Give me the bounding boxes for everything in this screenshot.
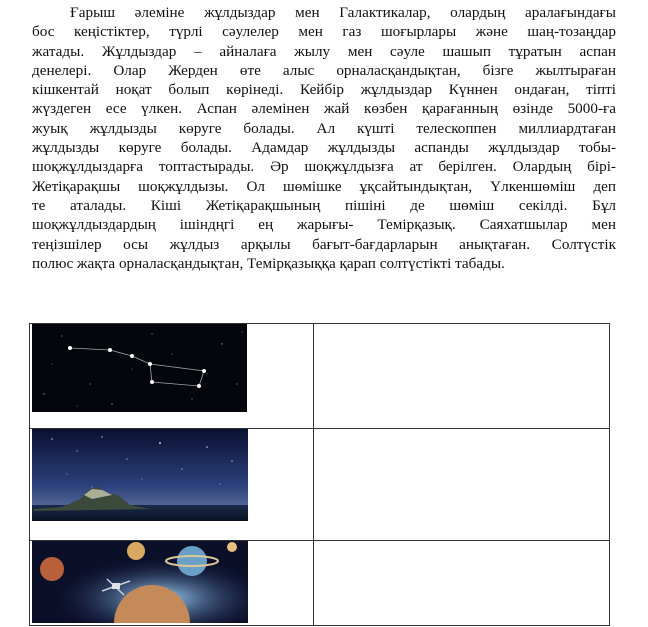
table-row bbox=[30, 429, 610, 541]
paragraph-line: жуық жұлдызды көруге болады. Ал күшті телескоппен миллиардтаған bbox=[32, 119, 616, 137]
answer-cell[interactable] bbox=[314, 429, 610, 541]
big-dipper-constellation-image bbox=[32, 324, 247, 412]
image-cell bbox=[30, 324, 314, 429]
paragraph-line: жұлдызды көруге болады. Адамдар жұлдызды аспанды жұлдыздар тобы- bbox=[32, 139, 616, 157]
paragraph-line: кішкентай ноқат болып көрінеді. Кейбір жұлдыздар Күннен ондаған, тіпті bbox=[32, 81, 616, 99]
table-row bbox=[30, 541, 610, 626]
paragraph-line: шоқжұлдыздарға топтастырады. Әр шоқжұлдызға ат берілген. Олардың бірі- bbox=[32, 158, 616, 176]
image-cell bbox=[30, 429, 314, 541]
answer-cell[interactable] bbox=[314, 541, 610, 626]
paragraph-line: Ғарыш әлеміне жұлдыздар мен Галактикалар, олардың аралағындағы bbox=[70, 4, 616, 21]
paragraph-line: жатады. Жұлдыздар – айналаға жылу мен сәуле шашып тұратын аспан bbox=[32, 42, 616, 60]
paragraph-line: полюс жақта орналасқандықтан, Темірқазыққа қарап солтүстікті табады. bbox=[32, 254, 505, 272]
planets-and-spacecraft-image bbox=[32, 541, 248, 623]
answer-cell[interactable] bbox=[314, 324, 610, 429]
paragraph-line: Жетіқарақшы шоқжұлдызы. Ол шөмішке ұқсайтындықтан, Үлкеншөміш деп bbox=[32, 177, 616, 195]
starry-sky-over-coast-image bbox=[32, 429, 248, 521]
paragraph-line: жүздеген есе үлкен. Аспан әлемінен жай көзбен қарағанның өзінде 5000-ға bbox=[32, 100, 616, 118]
paragraph-line: те аталады. Кіші Жетіқарақшының пішіні де шөміш секілді. Бұл bbox=[32, 196, 616, 214]
paragraph-line: денелері. Олар Жерден өте алыс орналасқандықтан, бізге жылтыраған bbox=[32, 61, 616, 79]
table-row bbox=[30, 324, 610, 429]
paragraph-line: бос кеңістіктер, түрлі сәулелер мен газ шоғырлары және шаң-тозаңдар bbox=[32, 23, 616, 41]
image-answer-table bbox=[29, 323, 610, 626]
paragraph-line: теңізшілер осы жұлдыз арқылы бағыт-бағдарларын анықтаған. Солтүстік bbox=[32, 235, 616, 253]
paragraph-line: шоқжұлдыздардың ішіндңгі ең жарығы- Темірқазық. Саяхатшылар мен bbox=[32, 216, 616, 234]
body-paragraph bbox=[32, 3, 616, 273]
image-cell bbox=[30, 541, 314, 626]
